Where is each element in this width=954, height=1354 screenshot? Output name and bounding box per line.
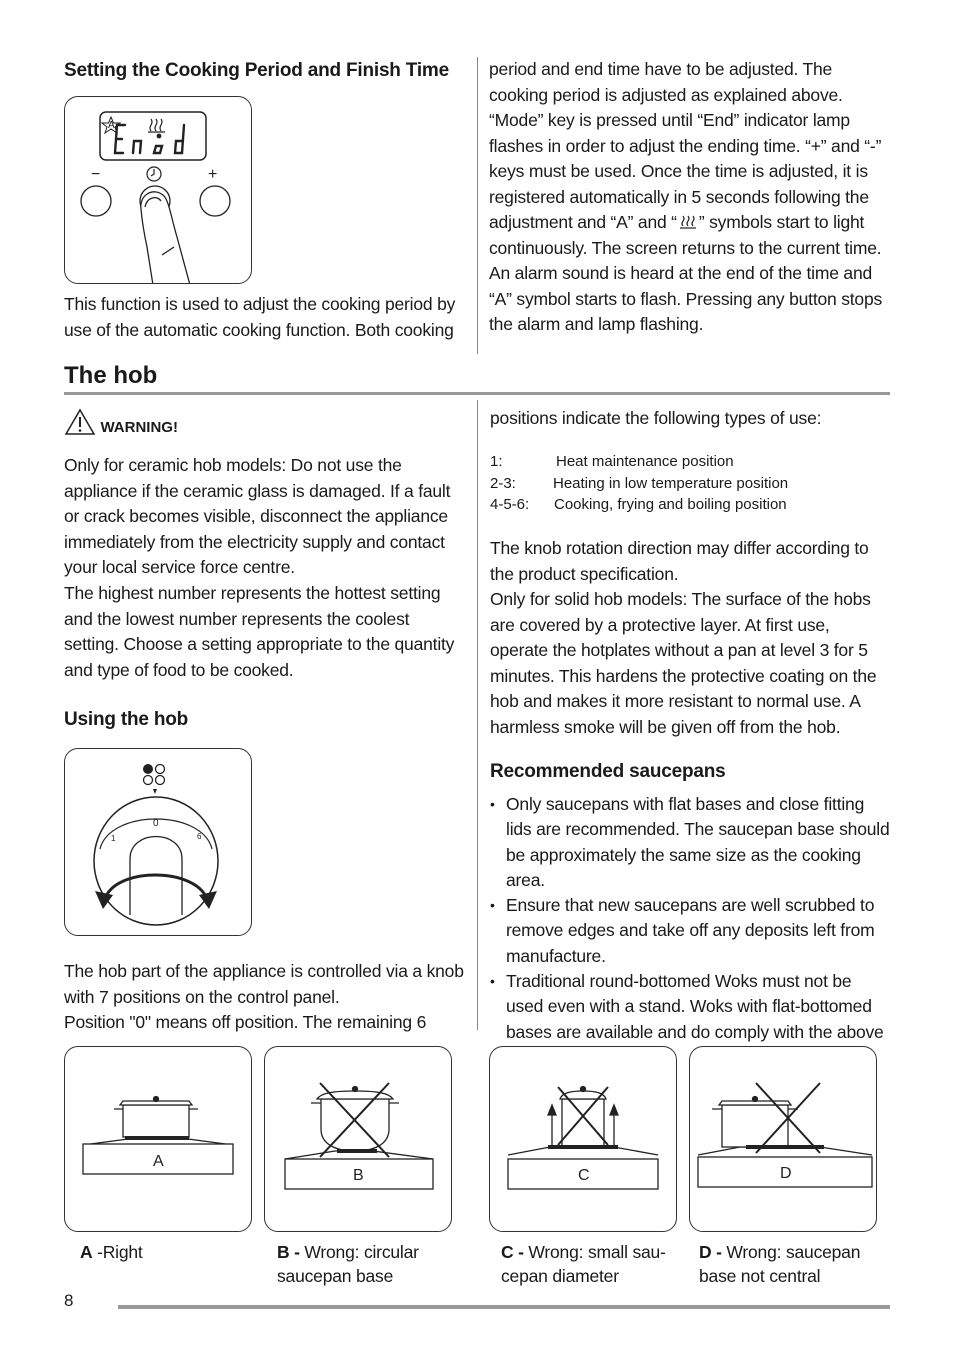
figure-b-panel [264, 1046, 452, 1232]
knob-panel-illustration [64, 748, 252, 936]
warning-triangle-icon [64, 408, 96, 436]
caption-text: Wrong: small sau-cepan diameter [501, 1242, 666, 1286]
heat-symbol-inline-icon [678, 214, 698, 230]
detail-text-part-1: period and end time have to be adjusted. The cooking period is adjusted as explained above. “Mode” key is pressed until “End” indicator lamp flashes in order to adjust the ending time. “+” and “-” keys must be used. Once the time is adjusted, it is registered automatically in 5 seconds following the adjustment and “A” and “ [489, 59, 882, 232]
caption-text: -Right [92, 1242, 143, 1262]
caption-label: A [80, 1242, 93, 1262]
caption-label: B - [277, 1242, 300, 1262]
position-row [490, 494, 788, 516]
knob-drawing [65, 749, 252, 936]
position-value: Heat maintenance position [556, 453, 734, 470]
knob-label-1: 1 [111, 834, 116, 843]
detail-text-part-2: ” symbols start to light continuously. The screen returns to the current time. An alarm sound is heard at the end of the time and “A” symbol starts to flash. Pressing any button stops the alarm and lamp flashing. [489, 212, 883, 334]
warning-block [64, 408, 178, 436]
page-title-the-hob: The hob [64, 362, 158, 389]
figure-d-panel [689, 1046, 877, 1232]
knob-direction-note: The knob rotation direction may differ according to the product specification. [490, 538, 869, 584]
finger-drawing [141, 192, 190, 284]
saucepan-offcenter-drawing [690, 1047, 877, 1232]
figure-d-caption [699, 1241, 871, 1288]
figure-letter-d: D [780, 1165, 792, 1182]
warning-text: Only for ceramic hob models: Do not use the appliance if the ceramic glass is damaged. If a fault or crack becomes visible, disconnect the appliance immediately from the electricity supply and contact your local service force centre. [64, 455, 451, 577]
warning-label: WARNING! [100, 419, 178, 437]
section-heading-cooking-period: Setting the Cooking Period and Finish Time [64, 60, 449, 81]
plus-label: + [208, 166, 218, 183]
using-hob-text-line-2: Position "0" means off position. The remaining 6 [64, 1012, 427, 1032]
display-a-symbol: A [108, 120, 115, 131]
positions-intro: positions indicate the following types of use: [490, 408, 822, 428]
saucepan-round-base-drawing [265, 1047, 452, 1232]
position-row [490, 451, 788, 473]
position-value: Cooking, frying and boiling position [554, 496, 787, 513]
minus-label: − [91, 166, 101, 183]
caption-text: Wrong: saucepan base not central [699, 1242, 861, 1286]
cooking-period-intro-text: This function is used to adjust the cooking period by use of the automatic cooking function. Both cooking [64, 294, 456, 340]
timer-display-drawing [65, 97, 252, 284]
caption-label: D - [699, 1242, 722, 1262]
bullet-item: • Ensure that new saucepans are well scrubbed to remove edges and take off any deposits left from manufacture. [490, 893, 892, 969]
figure-c-caption [501, 1241, 673, 1288]
position-row [490, 473, 788, 495]
settings-text: The highest number represents the hottest setting and the lowest number represents the coolest setting. Choose a setting appropriate to the quantity and type of food to be cooked. [64, 583, 455, 680]
clock-icon [147, 167, 161, 181]
knob-label-0: 0 [153, 818, 159, 829]
plus-button [200, 186, 230, 216]
solid-hob-note: Only for solid hob models: The surface of the hobs are covered by a protective layer. At first use, operate the hotplates without a pan at level 3 for 5 minutes. This hardens the protective coating on the hob and makes it more resistant to normal use. A harmless smoke will be given off from the hob. [490, 589, 877, 737]
figure-letter-a: A [153, 1153, 164, 1170]
timer-panel-illustration [64, 96, 252, 284]
saucepan-right-drawing [65, 1047, 252, 1232]
position-key: 1: [490, 453, 503, 470]
cooking-period-detail-text [489, 57, 889, 338]
using-hob-text [64, 959, 466, 1036]
caption-text: Wrong: circular saucepan base [277, 1242, 419, 1286]
column-divider-top [477, 57, 478, 354]
section-heading-using-hob: Using the hob [64, 709, 189, 730]
position-key: 4-5-6: [490, 496, 530, 513]
figure-c-panel [489, 1046, 677, 1232]
using-hob-text-line-1: The hob part of the appliance is controlled via a knob with 7 positions on the control panel. [64, 961, 464, 1007]
column-divider-hob [477, 400, 478, 1030]
footer-rule [118, 1305, 890, 1309]
title-rule [64, 392, 890, 395]
positions-list [490, 451, 788, 516]
minus-button [81, 186, 111, 216]
knob-label-6: 6 [197, 832, 202, 841]
saucepan-bullets [490, 792, 892, 1070]
bullet-item: • Traditional round-bottomed Woks must not be used even with a stand. Woks with flat-bottomed bases are available and do comply with the above [490, 969, 892, 1070]
position-value: Heating in low temperature position [553, 474, 789, 492]
figure-a-caption [80, 1241, 250, 1265]
figure-letter-c: C [578, 1167, 590, 1184]
figure-letter-b: B [353, 1167, 364, 1184]
saucepan-small-drawing [490, 1047, 677, 1232]
position-key: 2-3: [490, 474, 516, 492]
caption-label: C - [501, 1242, 524, 1262]
figure-a-panel [64, 1046, 252, 1232]
section-heading-saucepans: Recommended saucepans [490, 761, 726, 782]
bullet-item: • Only saucepans with flat bases and close fitting lids are recommended. The saucepan base should be approximately the same size as the cooking area. [490, 792, 892, 893]
page-number: 8 [64, 1291, 74, 1310]
figure-b-caption [277, 1241, 447, 1288]
